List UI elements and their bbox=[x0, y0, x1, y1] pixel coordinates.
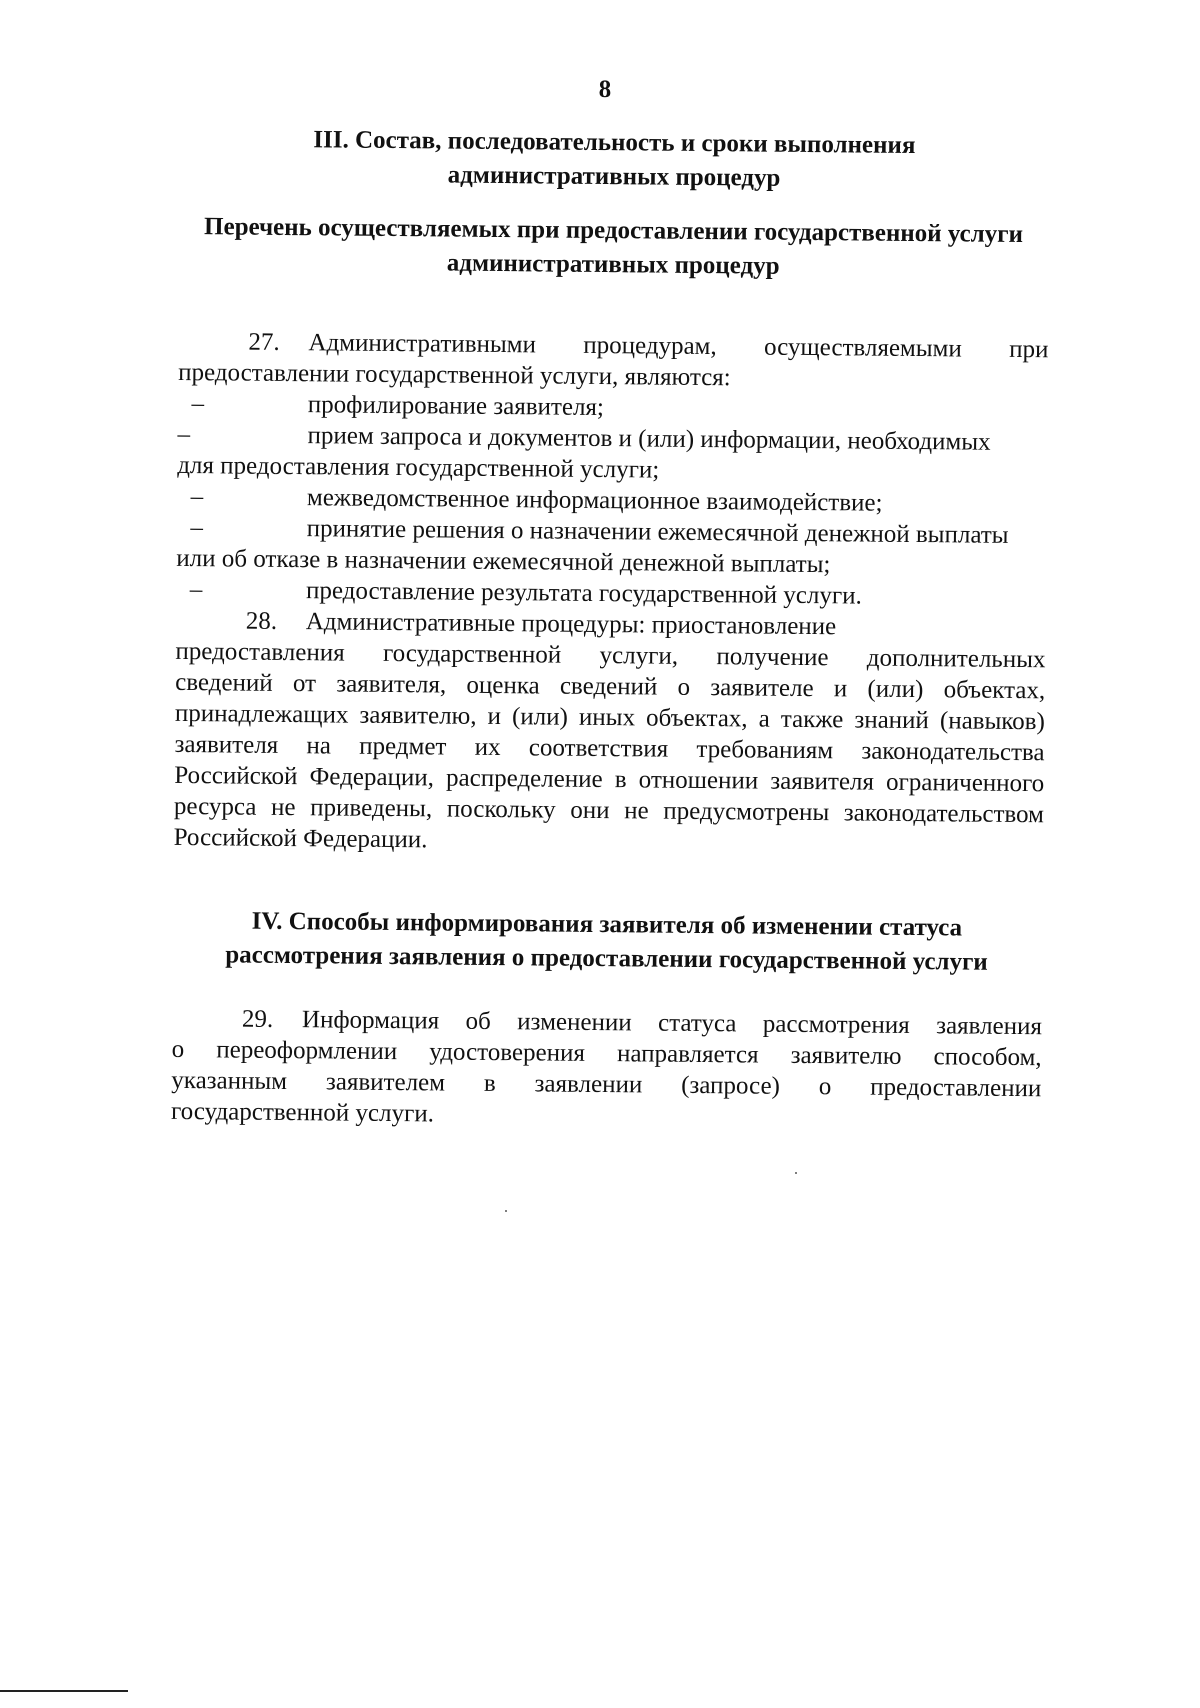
paragraph-28-line: Российской Федерации. bbox=[173, 823, 428, 854]
section-4-heading-line-2: рассмотрения заявления о предоставлении государственной услуги bbox=[225, 941, 988, 976]
paragraph-28-line: принадлежащих заявителю, и (или) иных объектах, а также знаний (навыков) bbox=[174, 699, 1045, 736]
page-number: 8 bbox=[598, 75, 612, 104]
list-item-dash: – bbox=[190, 514, 204, 542]
paragraph-29-line-1: Информация об изменении статуса рассмотрения заявления bbox=[301, 1006, 1043, 1041]
paragraph-29-block bbox=[171, 1003, 1042, 1135]
section-3-heading-line-1: III. Состав, последовательность и сроки выполнения bbox=[313, 126, 916, 160]
paragraph-28-line-1: Административные процедуры: приостановление bbox=[305, 608, 837, 641]
paragraph-28-number: 28. bbox=[245, 607, 278, 635]
list-item-continuation: или об отказе в назначении ежемесячной денежной выплаты; bbox=[176, 544, 831, 579]
paragraph-28-line: предоставления государственной услуги, получение дополнительных bbox=[175, 637, 1046, 674]
paragraph-27-block bbox=[174, 326, 1049, 861]
paragraph-28-line: заявителя на предмет их соответствия требованиям законодательства bbox=[174, 730, 1045, 767]
procedures-list-heading-line-2: административных процедур bbox=[446, 249, 780, 280]
list-item-dash: – bbox=[191, 390, 205, 418]
list-item-text: принятие решения о назначении ежемесячной денежной выплаты bbox=[306, 515, 1009, 549]
procedures-list-heading-line-1: Перечень осуществляемых при предоставлении государственной услуги bbox=[203, 213, 1024, 249]
paragraph-27-line-2: предоставлении государственной услуги, являются: bbox=[178, 358, 731, 392]
list-item-dash: – bbox=[190, 483, 204, 511]
list-item-dash: – bbox=[189, 576, 203, 604]
list-item-text: прием запроса и документов и (или) информации, необходимых bbox=[307, 422, 991, 456]
section-3-heading bbox=[204, 122, 1025, 198]
list-item-text: профилирование заявителя; bbox=[307, 391, 605, 422]
list-item-dash: – bbox=[177, 420, 191, 449]
section-4-heading bbox=[146, 904, 1067, 981]
scan-speck bbox=[795, 1172, 797, 1174]
paragraph-28-line: сведений от заявителя, оценка сведений о заявителе и (или) объектах, bbox=[175, 668, 1046, 705]
list-item-text: межведомственное информационное взаимодействие; bbox=[306, 484, 883, 517]
list-item-continuation: для предоставления государственной услуги; bbox=[177, 451, 660, 484]
scan-edge-line bbox=[0, 1690, 128, 1692]
paragraph-29-number: 29. bbox=[241, 1005, 274, 1033]
paragraph-29-line: указанным заявителем в заявлении (запросе) о предоставлении bbox=[171, 1066, 1042, 1103]
scan-speck bbox=[505, 1210, 507, 1212]
paragraph-27-line-1: Административными процедурам, осуществляемыми при bbox=[308, 329, 1049, 364]
paragraph-28-line: Российской Федерации, распределение в отношении заявителя ограниченного bbox=[174, 761, 1045, 798]
procedures-list-heading bbox=[153, 210, 1074, 287]
paragraph-29-line: государственной услуги. bbox=[170, 1097, 435, 1128]
section-3-heading-line-2: административных процедур bbox=[447, 161, 781, 192]
paragraph-28-line: ресурса не приведены, поскольку они не предусмотрены законодательством bbox=[173, 792, 1045, 829]
section-4-heading-line-1: IV. Способы информирования заявителя об изменении статуса bbox=[251, 907, 963, 942]
list-item-text: предоставление результата государственной услуги. bbox=[305, 577, 862, 610]
paragraph-27-number: 27. bbox=[248, 328, 280, 356]
paragraph-29-line: о переоформлении удостоверения направляется заявителю способом, bbox=[171, 1035, 1042, 1072]
